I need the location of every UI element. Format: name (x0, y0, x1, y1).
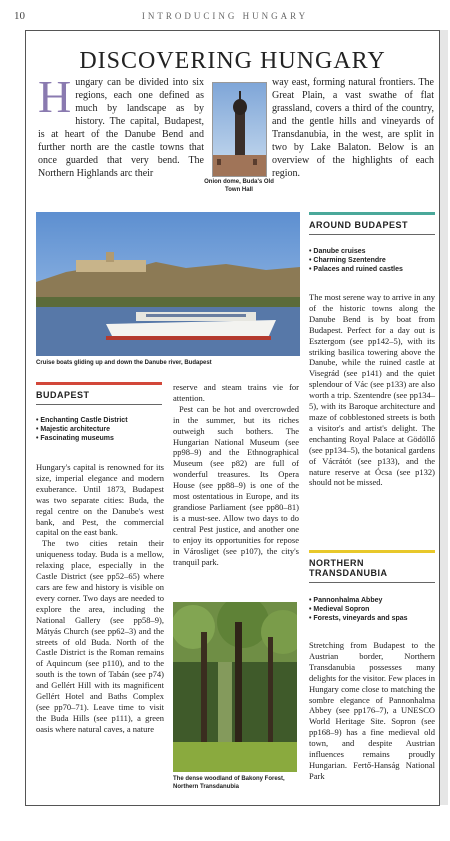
northern-rule (309, 582, 435, 583)
around-bullet: • Palaces and ruined castles (309, 265, 439, 274)
page-number: 10 (14, 10, 25, 22)
northern-bullet: • Pannonhalma Abbey (309, 596, 439, 605)
frame-left-rule (25, 205, 26, 805)
running-title: INTRODUCING HUNGARY (141, 11, 309, 21)
northern-color-bar (309, 550, 435, 553)
northern-text (309, 640, 435, 782)
budapest-p3: reserve and steam trains vie for attention. (173, 382, 299, 403)
northern-highlights (309, 596, 439, 623)
around-text (309, 292, 435, 488)
budapest-text-col1 (36, 462, 164, 735)
cruise-caption: Cruise boats gliding up and down the Danube river, Budapest (36, 360, 212, 366)
intro-right-text: way east, forming natural frontiers. The Great Plain, a vast swathe of flat grassland, covers a third of the country, and the gentle hills and vineyards of Transdanubia, in the west, are split in two by Lake Balaton. Below is an overview of the highlights of each region. (272, 77, 434, 179)
northern-heading: NORTHERN TRANSDANUBIA (309, 558, 388, 578)
northern-heading-block (309, 550, 435, 583)
around-bullet: • Charming Szentendre (309, 256, 439, 265)
northern-bullet: • Medieval Sopron (309, 605, 439, 614)
budapest-rule (36, 404, 162, 405)
intro-left (38, 71, 204, 180)
budapest-heading-block (36, 382, 162, 405)
budapest-p1: Hungary's capital is renowned for its size, imperial elegance and modern exuberance. Until 1873, Budapest was two separate cities: Buda, the regal centre on the Danube's west bank, and Pest, the commercial capital on the east bank. (36, 462, 164, 538)
northern-bullet: • Forests, vineyards and spas (309, 614, 439, 623)
budapest-bullet: • Majestic architecture (36, 425, 166, 434)
intro-left-text: ungary can be divided into six regions, each one defined as much by landscape as by history. The capital, Budapest, is at heart of the Danube Bend and further north are the castle towns that once guarded that very bend. The Northern Highlands arc their (38, 77, 204, 179)
northern-p1: Stretching from Budapest to the Austrian border, Northern Transdanubia possesses many delights for the visitor. Few places in Hungary come close to matching the sombre elegance of Pannonhalma Abbey (see pp176–7), a UNESCO World Heritage Site. Sopron (see pp168–9) has a fine medieval old town, and despite Austrian influences remains proudly Hungarian. Fertő-Hanság National Park (309, 640, 435, 781)
around-bullet: • Danube cruises (309, 247, 439, 256)
forest-photo (173, 602, 297, 772)
around-p1: The most serene way to arrive in any of the historic towns along the Danube Bend is by boat from Budapest. Perfect for a day out is Esztergom (see pp142–5), with its striking basilica towering above the Danube, while the ruined castle at Visegrád (see p141) and the quiet splendour of Vác (see p133) are also worth a trip. Szentendre (see pp134–5), with its Baroque architecture and maze of cobblestoned streets is both a visitor's and artist's delight. The enchanting Royal Palace at Gödöllő (see pp134–5), the botanical gardens of Vácrátót (see p133), and the nature reserve at Ócsa (see p132) should not be missed. (309, 292, 435, 488)
budapest-p4: Pest can be hot and overcrowded in the summer, but its riches outweigh such bothers. The Hungarian National Museum (see pp98–9) and the Ethnographical Museum (see p82) are full of wonderful treasures. Its Opera House (see pp88–9) is one of the most ostentatious in Europe, and its grandiose Parliament (see pp80–81) is a must-see. Allow two days to do central Pest justice, and another one to enjoy its opportunities for repose in Városliget (see p107), the city's tranquil park. (173, 403, 299, 567)
budapest-highlights (36, 416, 166, 443)
around-heading-block (309, 212, 435, 235)
around-heading: AROUND BUDAPEST (309, 220, 409, 230)
frame-bottom-rule (25, 805, 440, 806)
cruise-boats-photo (36, 212, 300, 356)
page-edge-tab (440, 30, 448, 805)
frame-right-rule (439, 205, 440, 805)
around-highlights (309, 247, 439, 274)
drop-cap: H (38, 71, 72, 122)
around-rule (309, 234, 435, 235)
forest-caption: The dense woodland of Bakony Forest, Northern Transdanubia (173, 776, 285, 790)
onion-caption: Onion dome, Buda's Old Town Hall (204, 179, 274, 193)
budapest-bullet: • Fascinating museums (36, 434, 166, 443)
budapest-heading: BUDAPEST (36, 390, 90, 400)
budapest-bullet: • Enchanting Castle District (36, 416, 166, 425)
budapest-text-col2 (173, 382, 299, 567)
budapest-p2: The two cities retain their uniqueness today. Buda is a mellow, relaxing place, especially in the Castle District (see pp52–65) where cars are few and history is visible on every corner. Two days are needed to explore the area, including the National Gallery (see pp58–9), Mátyás Church (see pp62–3) and the streets of old Buda. North of the Castle District is the Roman remains of Aquincum (see p110), and to the south is the town of Tabán (see p74) and Gellért Hill with its magnificent Gellért Hotel and Baths Complex (see pp70–71). Leave time to visit the Buda Hills (see p111), a green oasis where natural caves, a nature (36, 538, 164, 734)
onion-dome-photo (212, 82, 267, 177)
page-title: DISCOVERING HUNGARY (79, 48, 386, 74)
around-color-bar (309, 212, 435, 215)
budapest-color-bar (36, 382, 162, 385)
